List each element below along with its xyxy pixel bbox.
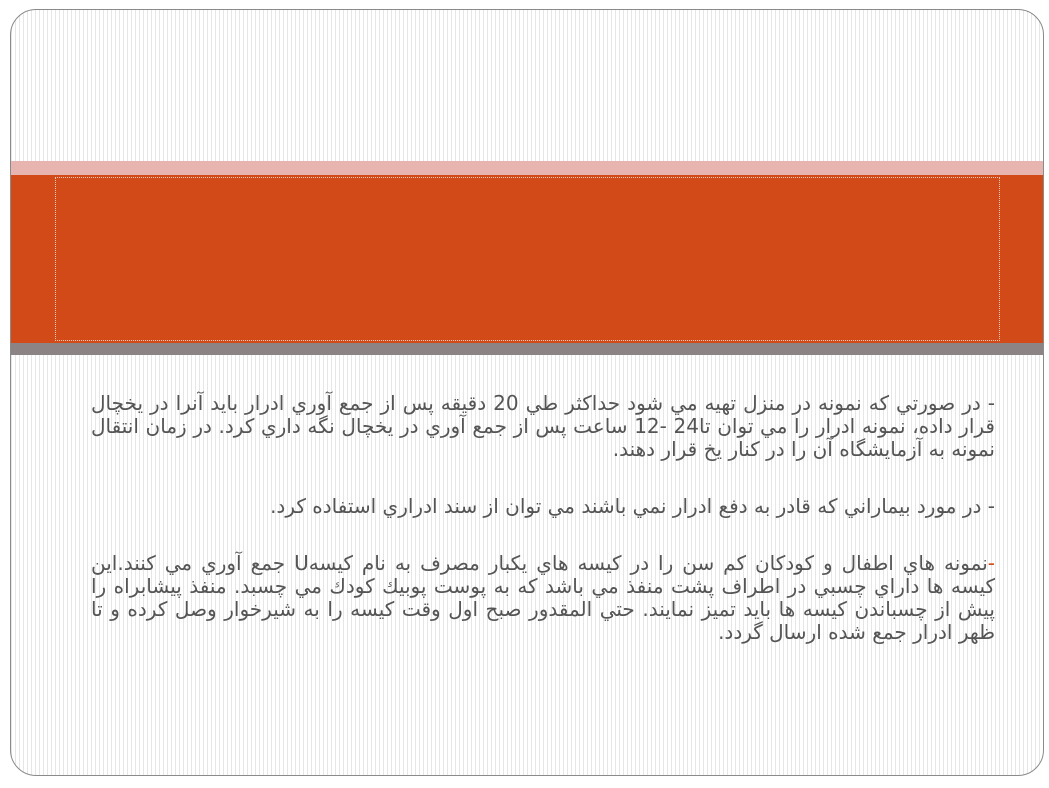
bullet-dash: - — [987, 551, 995, 575]
paragraph-text: نمونه هاي اطفال و كودكان كم سن را در كيسه هاي يكبار مصرف به نام كيسهU جمع آوري مي كنند.اين كيسه ها داراي چسبي در اطراف پشت منفذ مي باشد كه به پوست پوبيك كودك مي چسبد. منفذ پيشابراه را پيش از چسباندن كيسه ها بايد تميز نمايند. حتي المقدور صبح اول وقت كيسه را به شيرخوار وصل كرده و تا ظهر ادرار جمع شده ارسال گردد. — [91, 551, 995, 644]
paragraph-text: - در صورتي كه نمونه در منزل تهيه مي شود حداكثر طي 20 دقيقه پس از جمع آوري ادرار بايد آنرا در يخچال قرار داده، نمونه ادرار را مي توان تا24 -12 ساعت پس از جمع آوري در يخچال نگه داري كرد. در زمان انتقال نمونه به آزمايشگاه آن را در كنار يخ قرار دهند. — [91, 391, 995, 461]
header-band-gray — [11, 343, 1043, 355]
paragraph-catheter — [91, 495, 995, 518]
paragraph-text: - در مورد بيماراني كه قادر به دفع ادرار نمي باشند مي توان از سند ادراري استفاده كرد. — [270, 494, 995, 518]
slide — [10, 9, 1044, 776]
title-band — [11, 175, 1043, 343]
paragraph-children-bag — [91, 552, 995, 644]
header-band-light — [11, 161, 1043, 175]
title-placeholder[interactable] — [55, 177, 1000, 341]
content-text-box[interactable] — [91, 392, 995, 678]
paragraph-home-sample — [91, 392, 995, 461]
